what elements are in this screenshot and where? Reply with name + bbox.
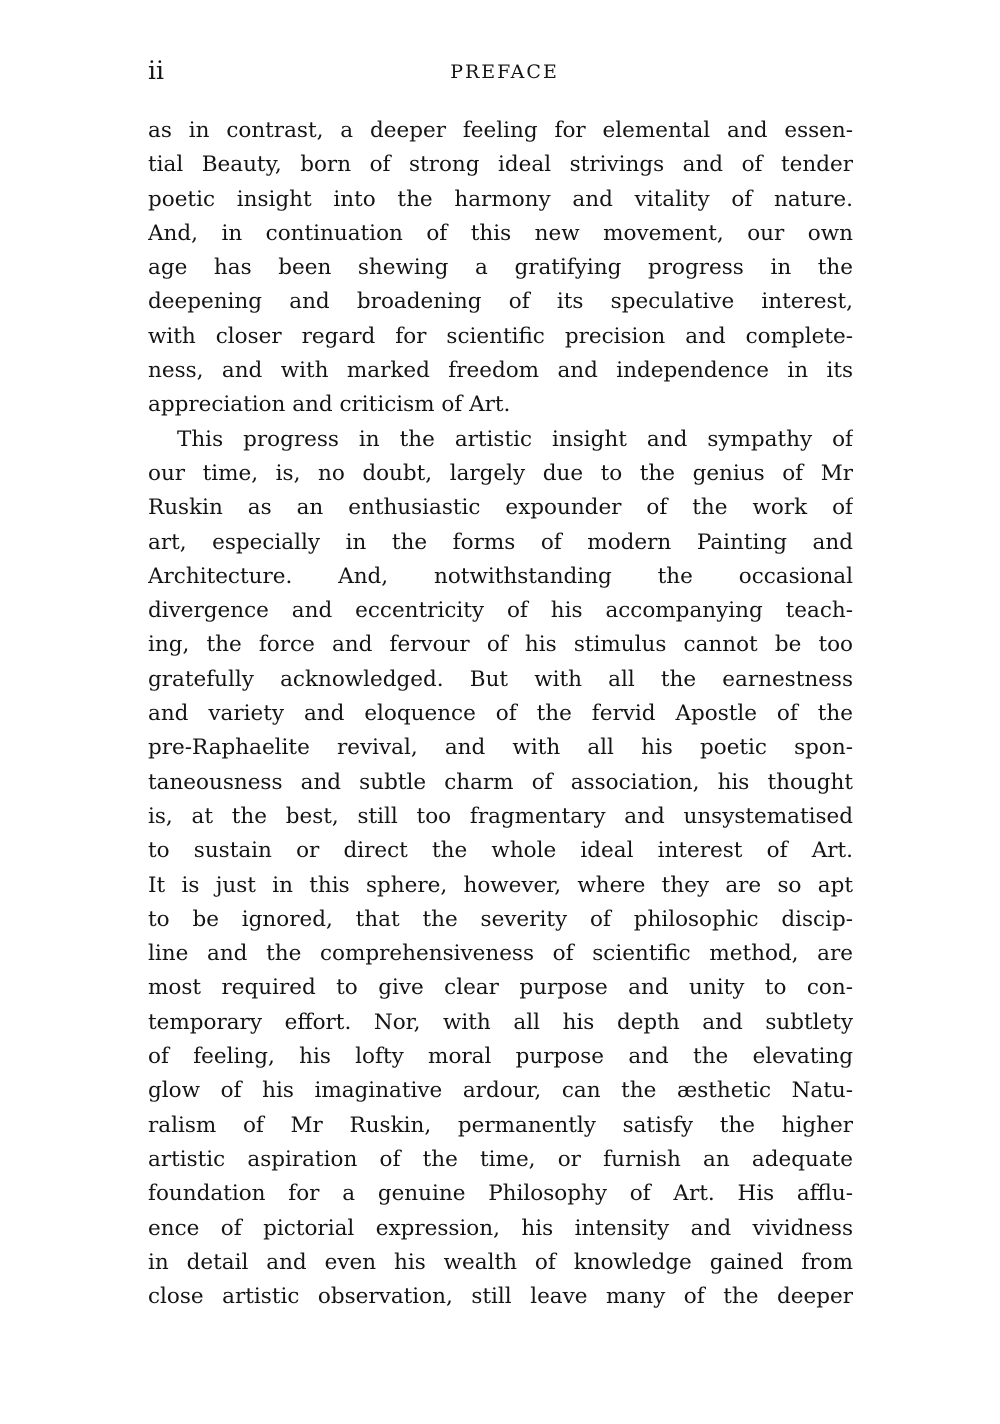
text-line: most required to give clear purpose and unity to con- <box>148 975 853 1001</box>
text-line: age has been shewing a gratifying progress in the <box>148 255 853 281</box>
text-line: ence of pictorial expression, his intensity and vividness <box>148 1215 853 1241</box>
text-line: ing, the force and fervour of his stimulus cannot be too <box>148 632 853 658</box>
text-line: foundation for a genuine Philosophy of Art. His afflu- <box>148 1181 853 1207</box>
text-line: our time, is, no doubt, largely due to the genius of Mr <box>148 460 853 486</box>
text-line: is, at the best, still too fragmentary and unsystematised <box>148 803 853 829</box>
text-line: in detail and even his wealth of knowledge gained from <box>148 1249 853 1275</box>
text-line: of feeling, his lofty moral purpose and the elevating <box>148 1044 853 1070</box>
text-line: line and the comprehensiveness of scientific method, are <box>148 941 853 967</box>
text-line: This progress in the artistic insight and sympathy of <box>177 426 853 452</box>
text-line: art, especially in the forms of modern Painting and <box>148 529 853 555</box>
text-line: and variety and eloquence of the fervid Apostle of the <box>148 701 853 727</box>
page-number: ii <box>148 56 164 85</box>
preface-text <box>148 114 853 1314</box>
text-line: taneousness and subtle charm of association, his thought <box>148 769 853 795</box>
text-line: to be ignored, that the severity of philosophic discip- <box>148 906 853 932</box>
text-line: deepening and broadening of its speculative interest, <box>148 289 853 315</box>
text-line: with closer regard for scientific precision and complete- <box>148 323 853 349</box>
text-line: Ruskin as an enthusiastic expounder of the work of <box>148 495 853 521</box>
text-line: tial Beauty, born of strong ideal strivings and of tender <box>148 152 853 178</box>
text-line: ralism of Mr Ruskin, permanently satisfy the higher <box>148 1112 853 1138</box>
text-line: close artistic observation, still leave many of the deeper <box>148 1284 853 1310</box>
text-line: glow of his imaginative ardour, can the æsthetic Natu- <box>148 1078 853 1104</box>
text-line: gratefully acknowledged. But with all the earnestness <box>148 666 853 692</box>
text-line: pre-Raphaelite revival, and with all his poetic spon- <box>148 735 853 761</box>
text-line: to sustain or direct the whole ideal interest of Art. <box>148 838 853 864</box>
text-line: temporary effort. Nor, with all his depth and subtlety <box>148 1009 853 1035</box>
text-line: artistic aspiration of the time, or furnish an adequate <box>148 1146 853 1172</box>
text-line: Architecture. And, notwithstanding the occasional <box>148 563 853 589</box>
text-line: divergence and eccentricity of his accompanying teach- <box>148 598 853 624</box>
text-line: poetic insight into the harmony and vitality of nature. <box>148 186 853 212</box>
text-line: And, in continuation of this new movement, our own <box>148 220 853 246</box>
text-line: It is just in this sphere, however, where they are so apt <box>148 872 853 898</box>
text-line: as in contrast, a deeper feeling for elemental and essen- <box>148 118 853 143</box>
page-header <box>148 56 853 88</box>
text-line: appreciation and criticism of Art. <box>148 392 511 418</box>
running-head: PREFACE <box>450 61 559 83</box>
text-line: ness, and with marked freedom and independence in its <box>148 358 853 384</box>
